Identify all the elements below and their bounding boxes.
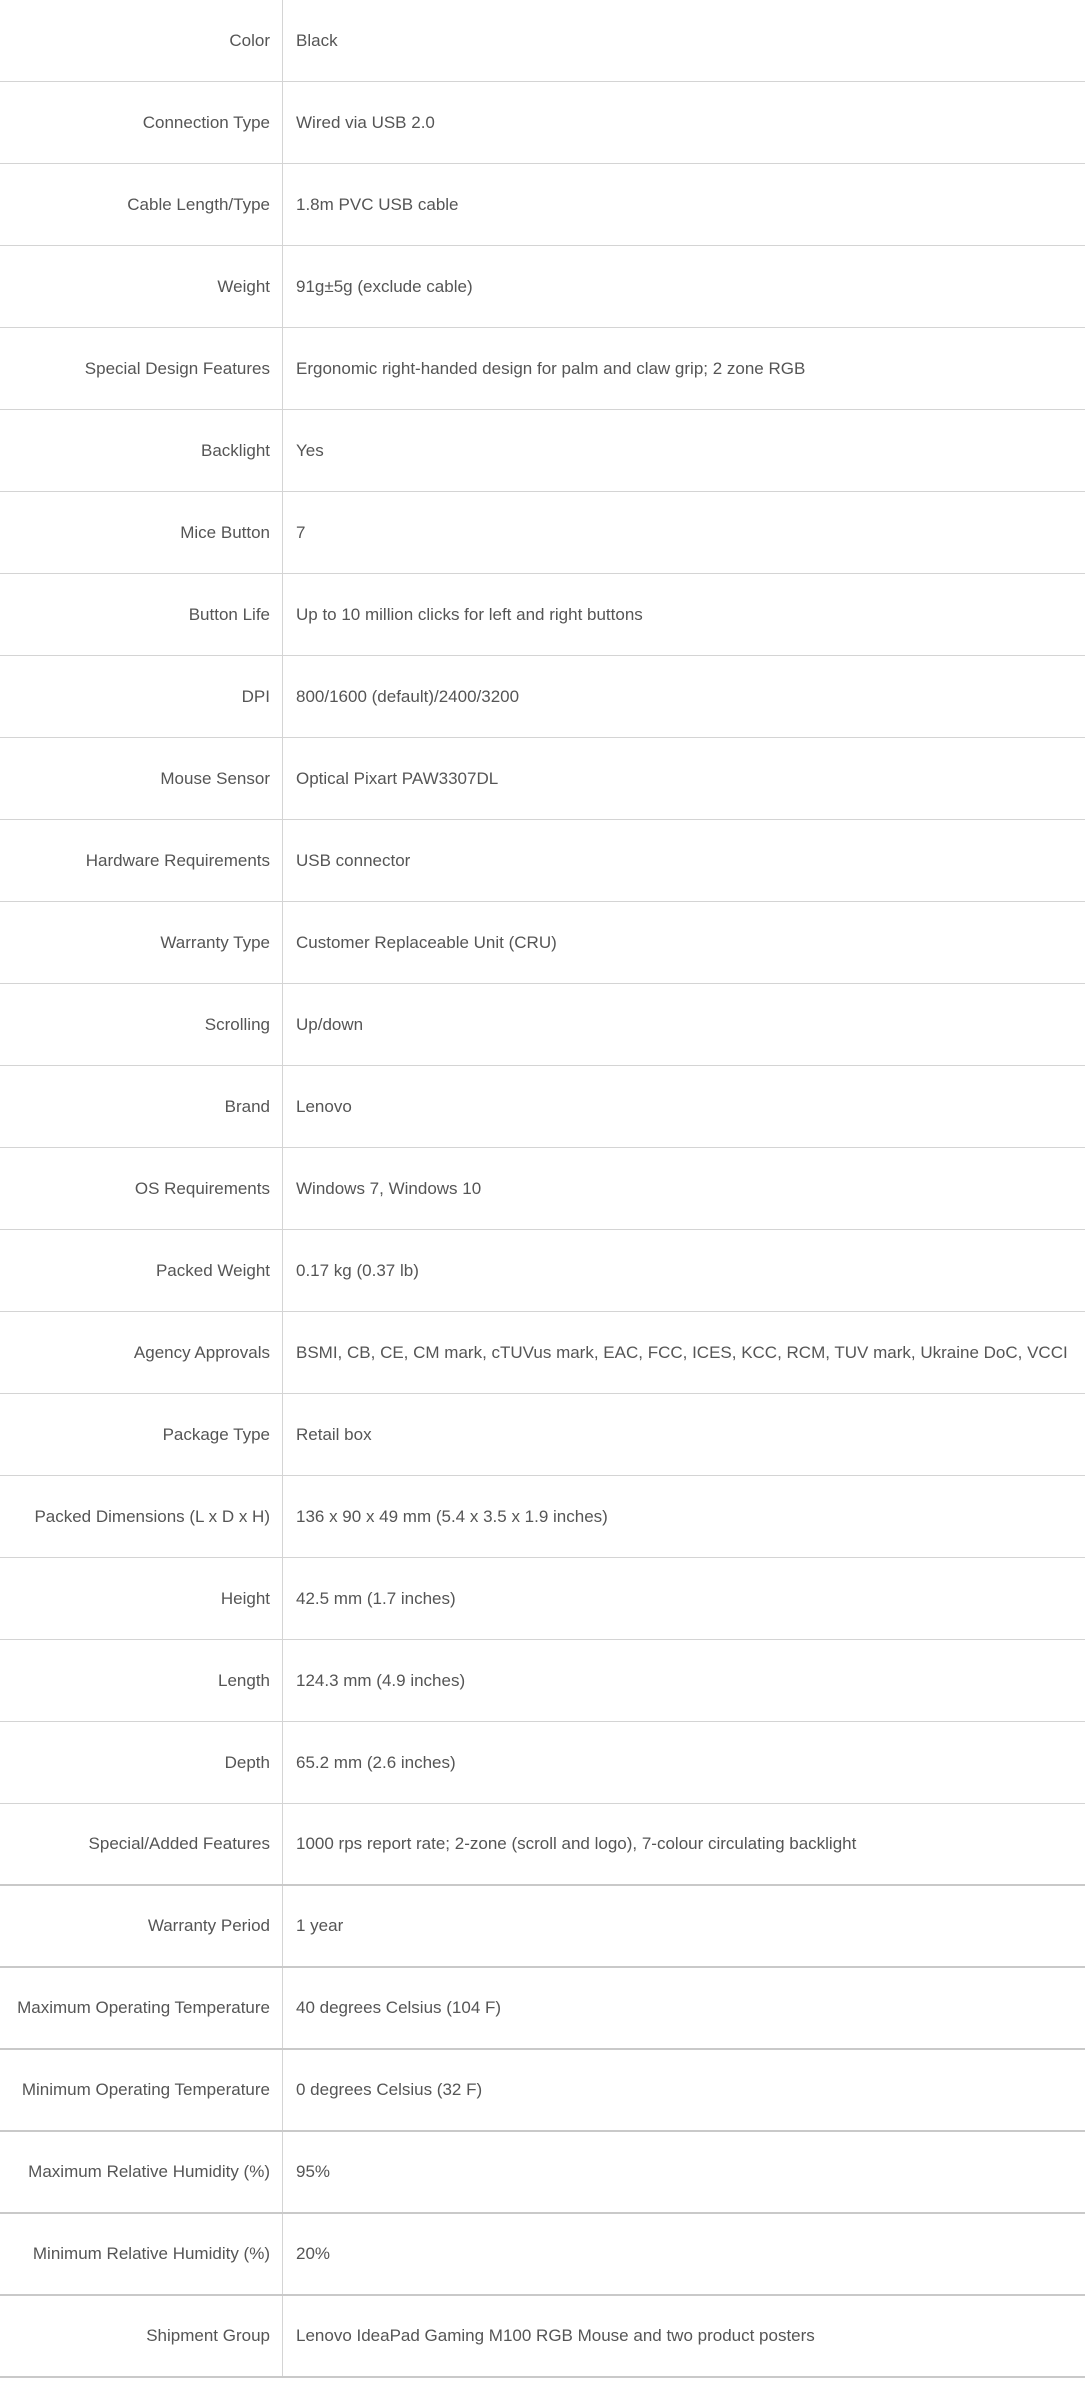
spec-value: Up to 10 million clicks for left and right buttons xyxy=(296,604,643,624)
spec-label: Weight xyxy=(0,246,283,327)
spec-label: Warranty Type xyxy=(0,902,283,983)
spec-row-agency-approvals xyxy=(0,1312,1085,1394)
spec-label: Maximum Relative Humidity (%) xyxy=(0,2132,283,2212)
spec-value: 124.3 mm (4.9 inches) xyxy=(296,1670,466,1690)
spec-row-dpi xyxy=(0,656,1085,738)
spec-row-mice-button xyxy=(0,492,1085,574)
spec-row-length xyxy=(0,1640,1085,1722)
spec-row-min-operating-temperature xyxy=(0,2050,1085,2132)
spec-label: Scrolling xyxy=(0,984,283,1065)
spec-value: 20% xyxy=(296,2244,331,2263)
spec-value: Yes xyxy=(296,440,324,460)
spec-value: Black xyxy=(296,30,338,50)
spec-label: Packed Weight xyxy=(0,1230,283,1311)
spec-label: Minimum Relative Humidity (%) xyxy=(0,2214,283,2294)
spec-value: 65.2 mm (2.6 inches) xyxy=(296,1752,456,1772)
spec-row-packed-weight xyxy=(0,1230,1085,1312)
spec-value: Customer Replaceable Unit (CRU) xyxy=(296,932,557,952)
spec-label: Color xyxy=(0,0,283,81)
spec-label: Packed Dimensions (L x D x H) xyxy=(0,1476,283,1557)
spec-label: Warranty Period xyxy=(0,1886,283,1966)
spec-label: Height xyxy=(0,1558,283,1639)
spec-value: 7 xyxy=(296,522,306,542)
spec-label: Special/Added Features xyxy=(0,1804,283,1884)
spec-label: OS Requirements xyxy=(0,1148,283,1229)
spec-row-min-relative-humidity xyxy=(0,2214,1085,2296)
spec-row-warranty-type xyxy=(0,902,1085,984)
spec-row-mouse-sensor xyxy=(0,738,1085,820)
spec-value: Windows 7, Windows 10 xyxy=(296,1178,482,1198)
spec-label: Mouse Sensor xyxy=(0,738,283,819)
spec-label: Minimum Operating Temperature xyxy=(0,2050,283,2130)
spec-value: 800/1600 (default)/2400/3200 xyxy=(296,686,520,706)
spec-value: Ergonomic right-handed design for palm and claw grip; 2 zone RGB xyxy=(296,358,806,378)
spec-label: Connection Type xyxy=(0,82,283,163)
spec-value: 0.17 kg (0.37 lb) xyxy=(296,1260,419,1280)
spec-label: Length xyxy=(0,1640,283,1721)
spec-value: Optical Pixart PAW3307DL xyxy=(296,768,499,788)
spec-label: DPI xyxy=(0,656,283,737)
spec-value: 95% xyxy=(296,2162,331,2181)
spec-value: Lenovo xyxy=(296,1096,352,1116)
spec-row-max-relative-humidity xyxy=(0,2132,1085,2214)
spec-value: 1000 rps report rate; 2-zone (scroll and logo), 7-colour circulating backlight xyxy=(296,1834,857,1853)
spec-value: BSMI, CB, CE, CM mark, cTUVus mark, EAC, FCC, ICES, KCC, RCM, TUV mark, Ukraine DoC, VCCI xyxy=(296,1342,1068,1362)
spec-row-weight xyxy=(0,246,1085,328)
spec-label: Maximum Operating Temperature xyxy=(0,1968,283,2048)
spec-value: Wired via USB 2.0 xyxy=(296,112,435,132)
spec-label: Cable Length/Type xyxy=(0,164,283,245)
spec-row-button-life xyxy=(0,574,1085,656)
spec-row-depth xyxy=(0,1722,1085,1804)
spec-row-scrolling xyxy=(0,984,1085,1066)
spec-label: Special Design Features xyxy=(0,328,283,409)
spec-label: Hardware Requirements xyxy=(0,820,283,901)
spec-row-connection-type xyxy=(0,82,1085,164)
spec-label: Backlight xyxy=(0,410,283,491)
spec-row-hardware-requirements xyxy=(0,820,1085,902)
spec-value: USB connector xyxy=(296,850,411,870)
spec-value: Lenovo IdeaPad Gaming M100 RGB Mouse and two product posters xyxy=(296,2326,815,2345)
spec-row-warranty-period xyxy=(0,1886,1085,1968)
spec-value: 42.5 mm (1.7 inches) xyxy=(296,1588,456,1608)
spec-row-brand xyxy=(0,1066,1085,1148)
spec-label: Button Life xyxy=(0,574,283,655)
spec-row-shipment-group xyxy=(0,2296,1085,2378)
spec-row-backlight xyxy=(0,410,1085,492)
spec-row-cable-length xyxy=(0,164,1085,246)
spec-row-os-requirements xyxy=(0,1148,1085,1230)
spec-value: Up/down xyxy=(296,1014,364,1034)
spec-row-special-design-features xyxy=(0,328,1085,410)
spec-value: 1 year xyxy=(296,1916,344,1935)
spec-value: 0 degrees Celsius (32 F) xyxy=(296,2080,483,2099)
spec-label: Mice Button xyxy=(0,492,283,573)
spec-value: 40 degrees Celsius (104 F) xyxy=(296,1998,502,2017)
spec-value: 1.8m PVC USB cable xyxy=(296,194,459,214)
spec-row-height xyxy=(0,1558,1085,1640)
spec-row-package-type xyxy=(0,1394,1085,1476)
spec-label: Package Type xyxy=(0,1394,283,1475)
spec-row-special-added-features xyxy=(0,1804,1085,1886)
spec-value: 91g±5g (exclude cable) xyxy=(296,276,473,296)
spec-value: 136 x 90 x 49 mm (5.4 x 3.5 x 1.9 inches) xyxy=(296,1506,608,1526)
spec-row-packed-dimensions xyxy=(0,1476,1085,1558)
spec-value: Retail box xyxy=(296,1424,372,1444)
spec-label: Agency Approvals xyxy=(0,1312,283,1393)
spec-label: Shipment Group xyxy=(0,2296,283,2376)
spec-row-max-operating-temperature xyxy=(0,1968,1085,2050)
spec-row-color xyxy=(0,0,1085,82)
spec-label: Depth xyxy=(0,1722,283,1803)
spec-label: Brand xyxy=(0,1066,283,1147)
